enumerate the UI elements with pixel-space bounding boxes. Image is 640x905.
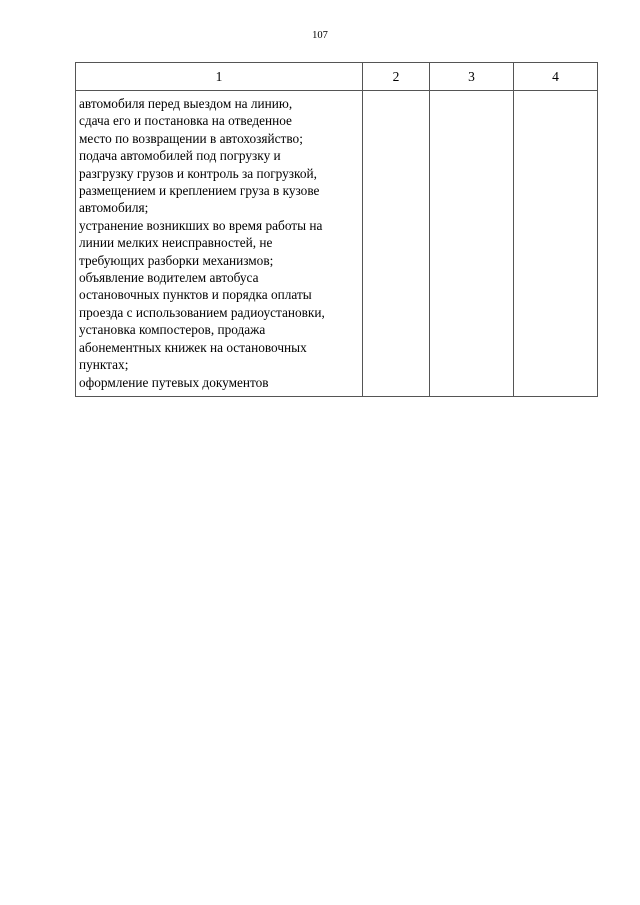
column-header-1: 1 [76,63,363,91]
empty-cell-col4 [514,91,598,397]
page-number: 107 [312,30,328,41]
text-line: абонементных книжек на остановочных [79,339,307,355]
column-header-3: 3 [430,63,514,91]
text-line: сдача его и постановка на отведенное [79,113,292,129]
table-row [76,91,598,397]
text-line: автомобиля; [79,200,149,216]
text-line: место по возвращении в автохозяйство; [79,130,303,146]
text-line: объявление водителем автобуса [79,270,259,286]
text-line: размещением и креплением груза в кузове [79,183,320,199]
text-line: требующих разборки механизмов; [79,252,274,268]
column-header-2: 2 [363,63,430,91]
empty-cell-col2 [363,91,430,397]
empty-cell-col3 [430,91,514,397]
text-line: разгрузку грузов и контроль за погрузкой, [79,165,317,181]
text-line: проезда с использованием радиоустановки, [79,304,325,320]
text-line: линии мелких неисправностей, не [79,235,273,251]
text-line: остановочных пунктов и порядка оплаты [79,287,312,303]
text-line: оформление путевых документов [79,374,269,390]
text-line: пунктах; [79,357,129,373]
text-line: установка компостеров, продажа [79,322,266,338]
text-line: устранение возникших во время работы на [79,217,323,233]
column-header-4: 4 [514,63,598,91]
document-table [75,62,598,397]
duties-description-cell [76,91,363,397]
text-line: подача автомобилей под погрузку и [79,148,281,164]
text-line: автомобиля перед выездом на линию, [79,96,293,111]
table-header-row [76,63,598,91]
